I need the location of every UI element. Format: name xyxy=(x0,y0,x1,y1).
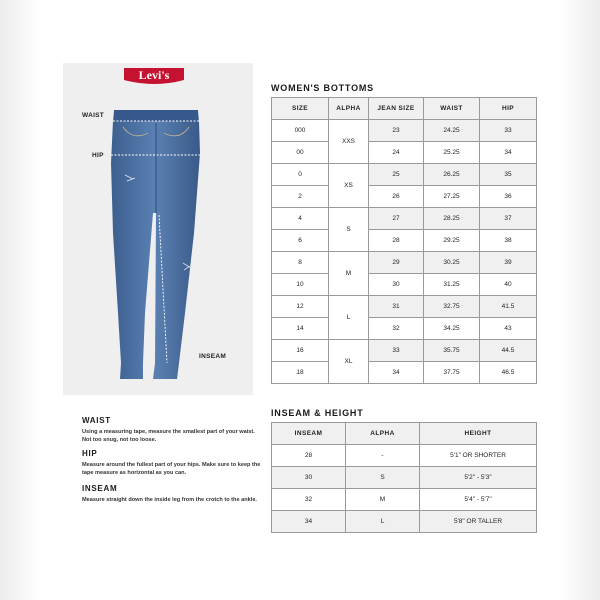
size-cell: 16 xyxy=(272,340,329,362)
waist-callout: WAIST xyxy=(82,112,105,119)
table-header-row xyxy=(272,423,537,445)
waist-cell: 30.25 xyxy=(424,252,480,274)
waist-cell: 24.25 xyxy=(424,120,480,142)
jean-size-cell: 31 xyxy=(369,296,424,318)
waist-cell: 35.75 xyxy=(424,340,480,362)
table-row xyxy=(272,445,537,467)
size-cell: 8 xyxy=(272,252,329,274)
size-cell: 00 xyxy=(272,142,329,164)
jean-size-cell: 34 xyxy=(369,362,424,384)
height-cell: 5'1" OR SHORTER xyxy=(420,445,537,467)
column-header: HEIGHT xyxy=(420,423,537,445)
inseam-height-title: INSEAM & HEIGHT xyxy=(271,408,364,418)
alpha-cell: XL xyxy=(329,340,369,384)
table-row xyxy=(272,296,537,318)
jean-size-cell: 23 xyxy=(369,120,424,142)
table-row xyxy=(272,120,537,142)
hip-cell: 40 xyxy=(480,274,537,296)
height-cell: 5'4" - 5'7" xyxy=(420,489,537,511)
size-cell: 12 xyxy=(272,296,329,318)
hip-instruction xyxy=(82,449,262,477)
alpha-cell: - xyxy=(346,445,420,467)
size-cell: 2 xyxy=(272,186,329,208)
hip-instruction-title: HIP xyxy=(82,449,98,458)
waist-cell: 31.25 xyxy=(424,274,480,296)
alpha-cell: L xyxy=(329,296,369,340)
jean-size-cell: 25 xyxy=(369,164,424,186)
waist-cell: 26.25 xyxy=(424,164,480,186)
alpha-cell: M xyxy=(329,252,369,296)
hip-cell: 38 xyxy=(480,230,537,252)
jean-size-cell: 27 xyxy=(369,208,424,230)
hip-cell: 44.5 xyxy=(480,340,537,362)
alpha-cell: XS xyxy=(329,164,369,208)
table-row xyxy=(272,230,537,252)
hip-cell: 43 xyxy=(480,318,537,340)
alpha-cell: S xyxy=(346,467,420,489)
womens-bottoms-table xyxy=(271,97,537,384)
table-row xyxy=(272,186,537,208)
column-header: ALPHA xyxy=(329,98,369,120)
inseam-instruction-text: Measure straight down the inside leg from the crotch to the ankle. xyxy=(82,497,257,503)
alpha-cell: M xyxy=(346,489,420,511)
waist-cell: 32.75 xyxy=(424,296,480,318)
hip-cell: 36 xyxy=(480,186,537,208)
table-row xyxy=(272,252,537,274)
table-header-row xyxy=(272,98,537,120)
column-header: INSEAM xyxy=(272,423,346,445)
size-cell: 10 xyxy=(272,274,329,296)
table-row xyxy=(272,467,537,489)
height-cell: 5'8" OR TALLER xyxy=(420,511,537,533)
inseam-cell: 32 xyxy=(272,489,346,511)
jean-size-cell: 33 xyxy=(369,340,424,362)
alpha-cell: S xyxy=(329,208,369,252)
table-row xyxy=(272,142,537,164)
table-row xyxy=(272,274,537,296)
waist-cell: 25.25 xyxy=(424,142,480,164)
size-cell: 18 xyxy=(272,362,329,384)
table-row xyxy=(272,489,537,511)
size-cell: 4 xyxy=(272,208,329,230)
waist-instruction-title: WAIST xyxy=(82,416,111,425)
size-cell: 000 xyxy=(272,120,329,142)
inseam-cell: 34 xyxy=(272,511,346,533)
jean-size-cell: 32 xyxy=(369,318,424,340)
alpha-cell: XXS xyxy=(329,120,369,164)
page-shadow-right xyxy=(560,0,600,600)
hip-cell: 41.5 xyxy=(480,296,537,318)
column-header: ALPHA xyxy=(346,423,420,445)
inseam-cell: 30 xyxy=(272,467,346,489)
table-row xyxy=(272,362,537,384)
inseam-instruction xyxy=(82,484,262,504)
waist-cell: 34.25 xyxy=(424,318,480,340)
waist-cell: 29.25 xyxy=(424,230,480,252)
levis-logo xyxy=(122,66,186,88)
waist-instruction-text: Using a measuring tape, measure the smallest part of your waist. Not too snug, not too loose. xyxy=(82,429,255,443)
column-header: HIP xyxy=(480,98,537,120)
inseam-instruction-title: INSEAM xyxy=(82,484,118,493)
table-row xyxy=(272,318,537,340)
jean-size-cell: 28 xyxy=(369,230,424,252)
hip-cell: 37 xyxy=(480,208,537,230)
height-cell: 5'2" - 5'3" xyxy=(420,467,537,489)
table-row xyxy=(272,208,537,230)
jean-size-cell: 24 xyxy=(369,142,424,164)
column-header: SIZE xyxy=(272,98,329,120)
table-row xyxy=(272,340,537,362)
logo-text: Levi's xyxy=(138,68,170,82)
table-row xyxy=(272,164,537,186)
waist-instruction xyxy=(82,416,262,444)
hip-cell: 39 xyxy=(480,252,537,274)
size-cell: 6 xyxy=(272,230,329,252)
waist-cell: 28.25 xyxy=(424,208,480,230)
inseam-cell: 28 xyxy=(272,445,346,467)
jean-size-cell: 29 xyxy=(369,252,424,274)
hip-callout: HIP xyxy=(92,152,104,159)
column-header: JEAN SIZE xyxy=(369,98,424,120)
size-cell: 0 xyxy=(272,164,329,186)
inseam-height-table xyxy=(271,422,537,533)
inseam-callout: INSEAM xyxy=(199,353,227,360)
waist-cell: 37.75 xyxy=(424,362,480,384)
hip-cell: 33 xyxy=(480,120,537,142)
jean-size-cell: 30 xyxy=(369,274,424,296)
jean-size-cell: 26 xyxy=(369,186,424,208)
alpha-cell: L xyxy=(346,511,420,533)
hip-cell: 35 xyxy=(480,164,537,186)
hip-instruction-text: Measure around the fullest part of your hips. Make sure to keep the tape measure as horizontal as you can. xyxy=(82,462,261,476)
size-cell: 14 xyxy=(272,318,329,340)
table-row xyxy=(272,511,537,533)
page-shadow-left xyxy=(0,0,40,600)
hip-cell: 34 xyxy=(480,142,537,164)
womens-bottoms-title: WOMEN'S BOTTOMS xyxy=(271,83,374,93)
hip-cell: 46.5 xyxy=(480,362,537,384)
column-header: WAIST xyxy=(424,98,480,120)
waist-cell: 27.25 xyxy=(424,186,480,208)
